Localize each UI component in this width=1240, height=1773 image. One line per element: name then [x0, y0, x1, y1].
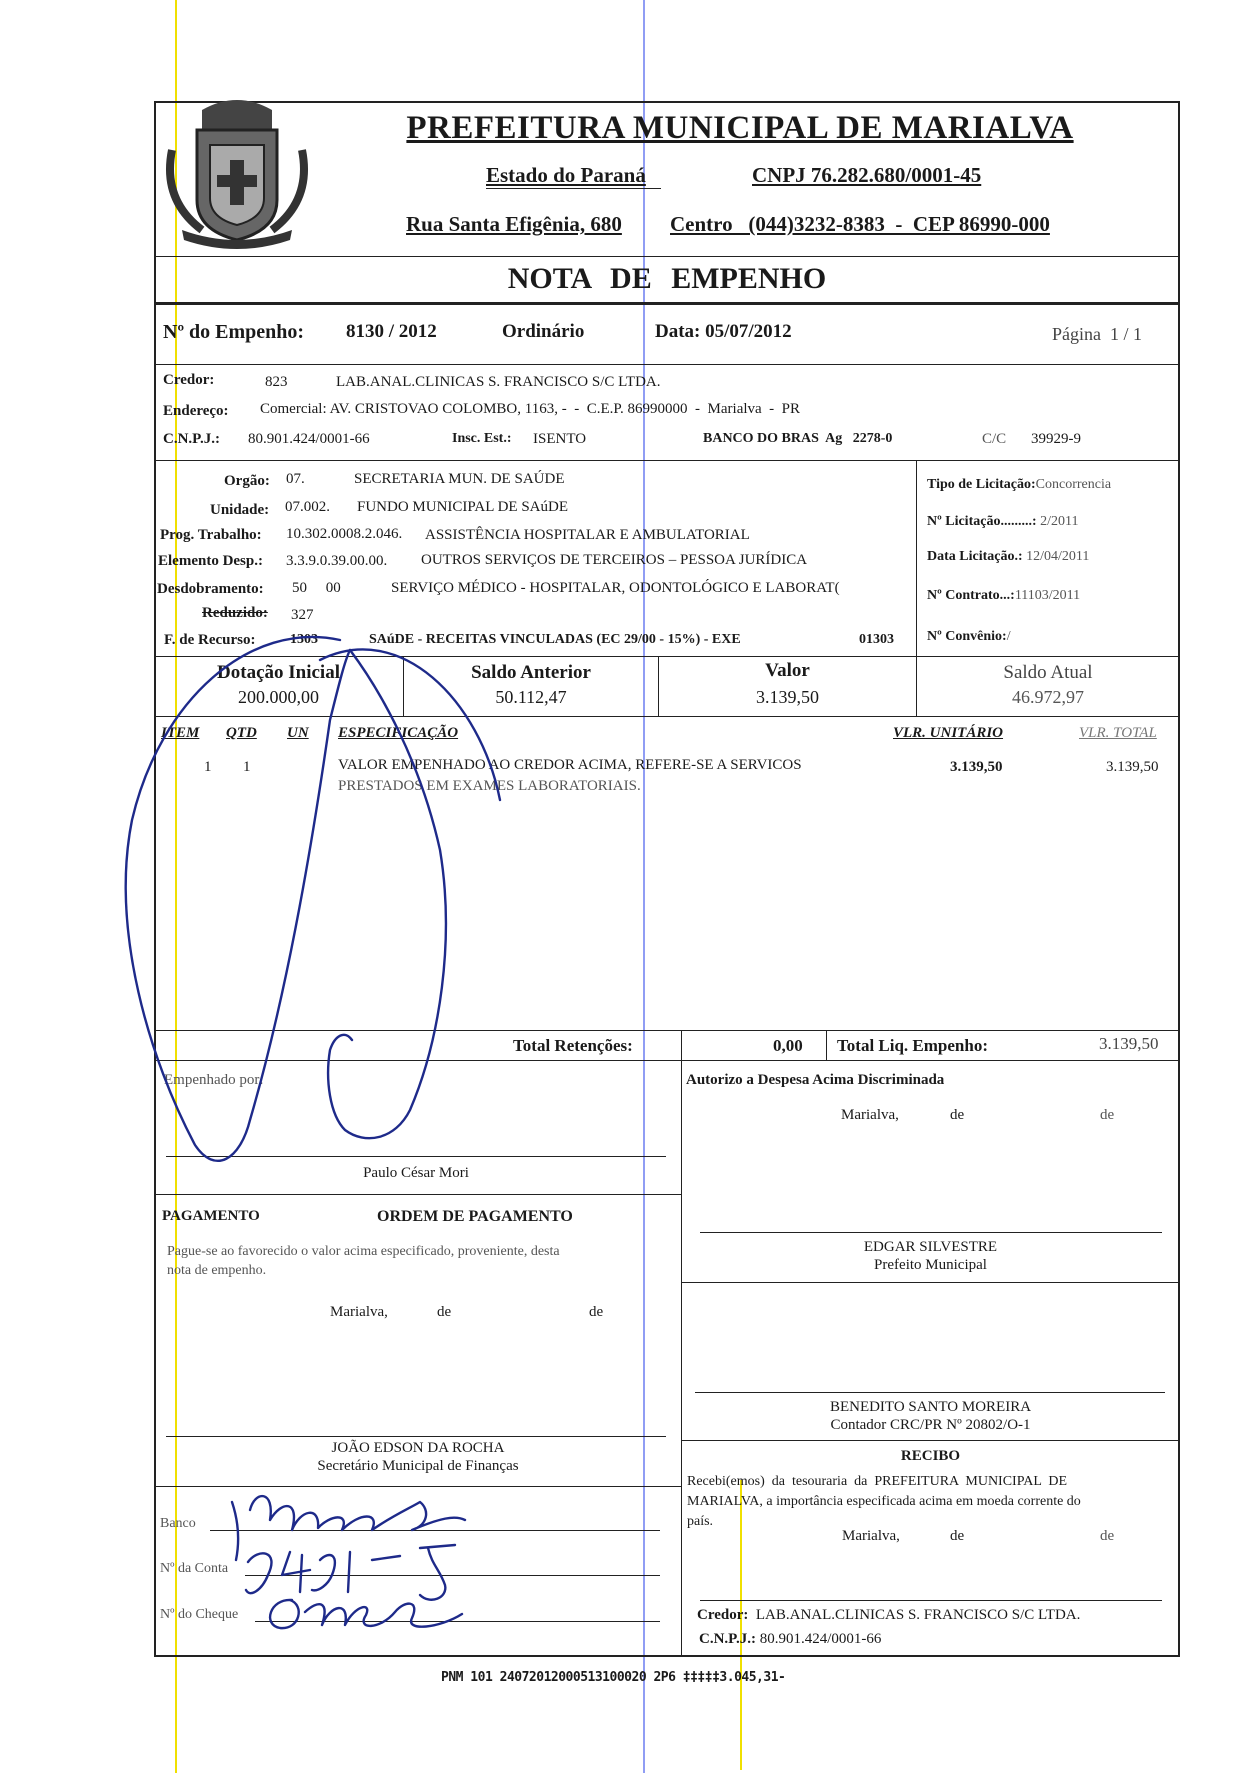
- licitacao-data: [927, 549, 1089, 565]
- divider: [681, 1060, 682, 1657]
- licitacao-num-label: Nº Licitação.........:: [927, 514, 1037, 529]
- page-number: Página 1 / 1: [1052, 324, 1142, 344]
- autorizo-de1: de: [950, 1107, 965, 1123]
- licitacao-contrato: [927, 588, 1080, 604]
- pagamento-text-2: nota de empenho.: [167, 1263, 267, 1278]
- saldo-anterior-value: 50.112,47: [495, 687, 567, 707]
- empenhado-name: Paulo César Mori: [363, 1165, 469, 1181]
- licitacao-tipo-value: Concorrencia: [1035, 477, 1112, 492]
- pagamento-text-1: Pague-se ao favorecido o valor acima especificado, proveniente, desta: [167, 1244, 560, 1259]
- signature-line: [700, 1232, 1162, 1233]
- divider: [916, 656, 917, 716]
- footer-code: PNM 101 24072012000513100020 2P6 ‡‡‡‡‡3.045,31-: [441, 1670, 786, 1685]
- cnpj-label: C.N.P.J.:: [163, 431, 220, 447]
- bank-info: BANCO DO BRAS Ag 2278-0: [703, 431, 893, 446]
- licitacao-data-label: Data Licitação.:: [927, 549, 1023, 564]
- unidade-label: Unidade:: [210, 502, 270, 518]
- address-label: Endereço:: [163, 403, 229, 419]
- item-vlr-total: 3.139,50: [1106, 759, 1159, 775]
- elemento-name: OUTROS SERVIÇOS DE TERCEIROS – PESSOA JURÍDICA: [421, 552, 808, 568]
- state-label: Estado do Paraná: [486, 163, 646, 187]
- licitacao-contrato-label: Nº Contrato...:: [927, 588, 1015, 603]
- insc-value: ISENTO: [533, 431, 587, 447]
- licitacao-num: [927, 514, 1078, 530]
- recibo-title: RECIBO: [900, 1448, 961, 1464]
- licitacao-data-value: 12/04/2011: [1026, 549, 1090, 564]
- conta-line: [245, 1575, 660, 1576]
- col-vlr-total: VLR. TOTAL: [1079, 725, 1157, 741]
- recurso-code: 1303: [290, 632, 318, 647]
- licitacao-tipo: [927, 477, 1111, 493]
- col-vlr-unit: VLR. UNITÁRIO: [893, 725, 1004, 741]
- banco-label: Banco: [160, 1516, 196, 1531]
- prog-label: Prog. Trabalho:: [160, 527, 262, 543]
- recurso-num: 01303: [859, 632, 894, 647]
- header-cnpj: CNPJ 76.282.680/0001-45: [752, 163, 982, 187]
- signature-line: [166, 1436, 666, 1437]
- retencoes-value: 0,00: [773, 1036, 803, 1055]
- header-street: Rua Santa Efigênia, 680: [406, 212, 622, 236]
- divider: [154, 460, 1180, 461]
- contador-role: Contador CRC/PR Nº 20802/O-1: [830, 1417, 1031, 1433]
- reduzido-label: Reduzido:: [202, 605, 268, 621]
- licitacao-convenio-label: Nº Convênio:: [927, 629, 1007, 644]
- coat-of-arms-logo: [162, 90, 312, 250]
- pagamento-city: Marialva,: [330, 1304, 388, 1320]
- recibo-city: Marialva,: [842, 1528, 900, 1544]
- insc-label: Insc. Est.:: [452, 431, 512, 446]
- recibo-credor: [697, 1607, 1080, 1624]
- licitacao-convenio-value: /: [1006, 629, 1011, 644]
- dotacao-label: Dotação Inicial: [217, 662, 340, 683]
- recibo-credor-label: Credor:: [697, 1607, 749, 1623]
- divider: [154, 302, 1180, 305]
- desdobramento-label: Desdobramento:: [157, 581, 264, 597]
- retencoes-label: Total Retenções:: [513, 1036, 633, 1055]
- col-item: ITEM: [161, 725, 200, 741]
- ordem-pagamento-title: ORDEM DE PAGAMENTO: [377, 1208, 573, 1225]
- credor-name: LAB.ANAL.CLINICAS S. FRANCISCO S/C LTDA.: [336, 374, 661, 390]
- liq-empenho-value: 3.139,50: [1099, 1034, 1159, 1053]
- item-number: 1: [204, 759, 212, 775]
- prog-code: 10.302.0008.2.046.: [286, 526, 403, 542]
- cheque-label: Nº do Cheque: [160, 1607, 239, 1622]
- recibo-text-1: Recebi(emos) da tesouraria da PREFEITURA MUNICIPAL DE: [687, 1474, 1068, 1489]
- credor-code: 823: [265, 374, 288, 390]
- orgao-code: 07.: [286, 471, 305, 487]
- col-spec: ESPECIFICAÇÃO: [338, 725, 459, 741]
- liq-empenho-label: Total Liq. Empenho:: [837, 1036, 988, 1055]
- valor-label: Valor: [765, 660, 810, 681]
- recibo-cnpj-value: 80.901.424/0001-66: [759, 1631, 882, 1647]
- divider: [154, 1060, 1180, 1061]
- recibo-credor-name: LAB.ANAL.CLINICAS S. FRANCISCO S/C LTDA.: [755, 1607, 1081, 1623]
- recurso-name: SAúDE - RECEITAS VINCULADAS (EC 29/00 - 15%) - EXE: [369, 632, 741, 647]
- divider: [154, 656, 1180, 657]
- pagamento-de1: de: [437, 1304, 452, 1320]
- recibo-cnpj-label: C.N.P.J.:: [699, 1631, 756, 1647]
- empenho-number: 8130 / 2012: [346, 321, 437, 342]
- prefeito-name: EDGAR SILVESTRE: [863, 1239, 998, 1255]
- divider: [916, 460, 917, 656]
- item-spec-line2: PRESTADOS EM EXAMES LABORATORIAIS.: [338, 778, 641, 794]
- licitacao-convenio: [927, 629, 1011, 645]
- pagamento-label: PAGAMENTO: [162, 1208, 260, 1224]
- empenho-label: Nº do Empenho:: [163, 321, 305, 343]
- licitacao-contrato-value: 11103/2011: [1014, 588, 1081, 603]
- cc-value: 39929-9: [1031, 431, 1081, 447]
- prog-name: ASSISTÊNCIA HOSPITALAR E AMBULATORIAL: [425, 527, 750, 543]
- divider: [154, 256, 1180, 257]
- autorizo-city: Marialva,: [841, 1107, 899, 1123]
- contador-name: BENEDITO SANTO MOREIRA: [829, 1399, 1032, 1415]
- licitacao-tipo-label: Tipo de Licitação:: [927, 477, 1036, 492]
- saldo-anterior-label: Saldo Anterior: [471, 662, 591, 683]
- item-vlr-unit: 3.139,50: [950, 759, 1003, 775]
- elemento-label: Elemento Desp.:: [158, 553, 263, 569]
- recibo-de2: de: [1100, 1528, 1115, 1544]
- credor-address: Comercial: AV. CRISTOVAO COLOMBO, 1163, - - C.E.P. 86990000 - Marialva - PR: [260, 401, 801, 417]
- recibo-text-3: país.: [687, 1514, 714, 1529]
- saldo-atual-label: Saldo Atual: [1003, 662, 1093, 683]
- divider: [658, 656, 659, 716]
- dotacao-value: 200.000,00: [238, 687, 319, 707]
- divider: [154, 1030, 1180, 1031]
- divider: [154, 1194, 681, 1195]
- autorizo-de2: de: [1100, 1107, 1115, 1123]
- divider: [681, 1030, 682, 1060]
- divider: [403, 656, 404, 716]
- desdobramento-code: 50 00: [292, 580, 341, 596]
- banco-line: [210, 1530, 660, 1531]
- item-spec-line1: VALOR EMPENHADO AO CREDOR ACIMA, REFERE-SE A SERVICOS: [338, 757, 802, 773]
- prefeito-role: Prefeito Municipal: [874, 1257, 987, 1273]
- recibo-cnpj: [699, 1631, 881, 1648]
- col-qtd: QTD: [226, 725, 257, 741]
- empenho-type: Ordinário: [502, 321, 585, 342]
- doc-title: NOTA DE EMPENHO: [507, 262, 827, 295]
- page-title: PREFEITURA MUNICIPAL DE MARIALVA: [406, 110, 1074, 146]
- empenho-date: Data: 05/07/2012: [655, 321, 792, 342]
- divider: [681, 1282, 1180, 1283]
- unidade-code: 07.002.: [285, 499, 330, 515]
- signature-line: [695, 1392, 1165, 1393]
- valor-value: 3.139,50: [756, 687, 819, 707]
- empenhado-label: Empenhado por:: [164, 1072, 264, 1088]
- pagamento-de2: de: [589, 1304, 604, 1320]
- orgao-label: Orgão:: [224, 473, 270, 489]
- conta-label: Nº da Conta: [160, 1561, 229, 1576]
- col-un: UN: [287, 725, 309, 741]
- recibo-de1: de: [950, 1528, 965, 1544]
- saldo-atual-value: 46.972,97: [1012, 687, 1084, 707]
- autorizo-title: Autorizo a Despesa Acima Discriminada: [686, 1072, 945, 1088]
- recurso-label: F. de Recurso:: [164, 632, 256, 648]
- elemento-code: 3.3.9.0.39.00.00.: [286, 553, 388, 569]
- divider: [154, 716, 1180, 717]
- signature-line: [700, 1600, 1162, 1601]
- cc-label: C/C: [982, 431, 1007, 447]
- reduzido-value: 327: [291, 607, 314, 623]
- cheque-line: [255, 1621, 660, 1622]
- divider: [681, 1440, 1180, 1441]
- divider: [826, 1030, 827, 1060]
- licitacao-num-value: 2/2011: [1040, 514, 1079, 529]
- item-qtd: 1: [243, 759, 251, 775]
- secretario-name: JOÃO EDSON DA ROCHA: [331, 1440, 505, 1456]
- credor-label: Credor:: [163, 372, 215, 388]
- recibo-text-2: MARIALVA, a importância especificada acima em moeda corrente do: [687, 1494, 1081, 1509]
- credor-cnpj: 80.901.424/0001-66: [248, 431, 370, 447]
- secretario-role: Secretário Municipal de Finanças: [317, 1458, 519, 1474]
- unidade-name: FUNDO MUNICIPAL DE SAúDE: [357, 499, 568, 515]
- divider: [154, 1486, 681, 1487]
- orgao-name: SECRETARIA MUN. DE SAÚDE: [354, 471, 565, 487]
- header-underline: [486, 188, 661, 189]
- signature-line: [166, 1156, 666, 1157]
- divider: [154, 364, 1180, 365]
- desdobramento-name: SERVIÇO MÉDICO - HOSPITALAR, ODONTOLÓGICO E LABORAT(: [391, 580, 840, 596]
- header-address: Centro (044)3232-8383 - CEP 86990-000: [670, 212, 1050, 236]
